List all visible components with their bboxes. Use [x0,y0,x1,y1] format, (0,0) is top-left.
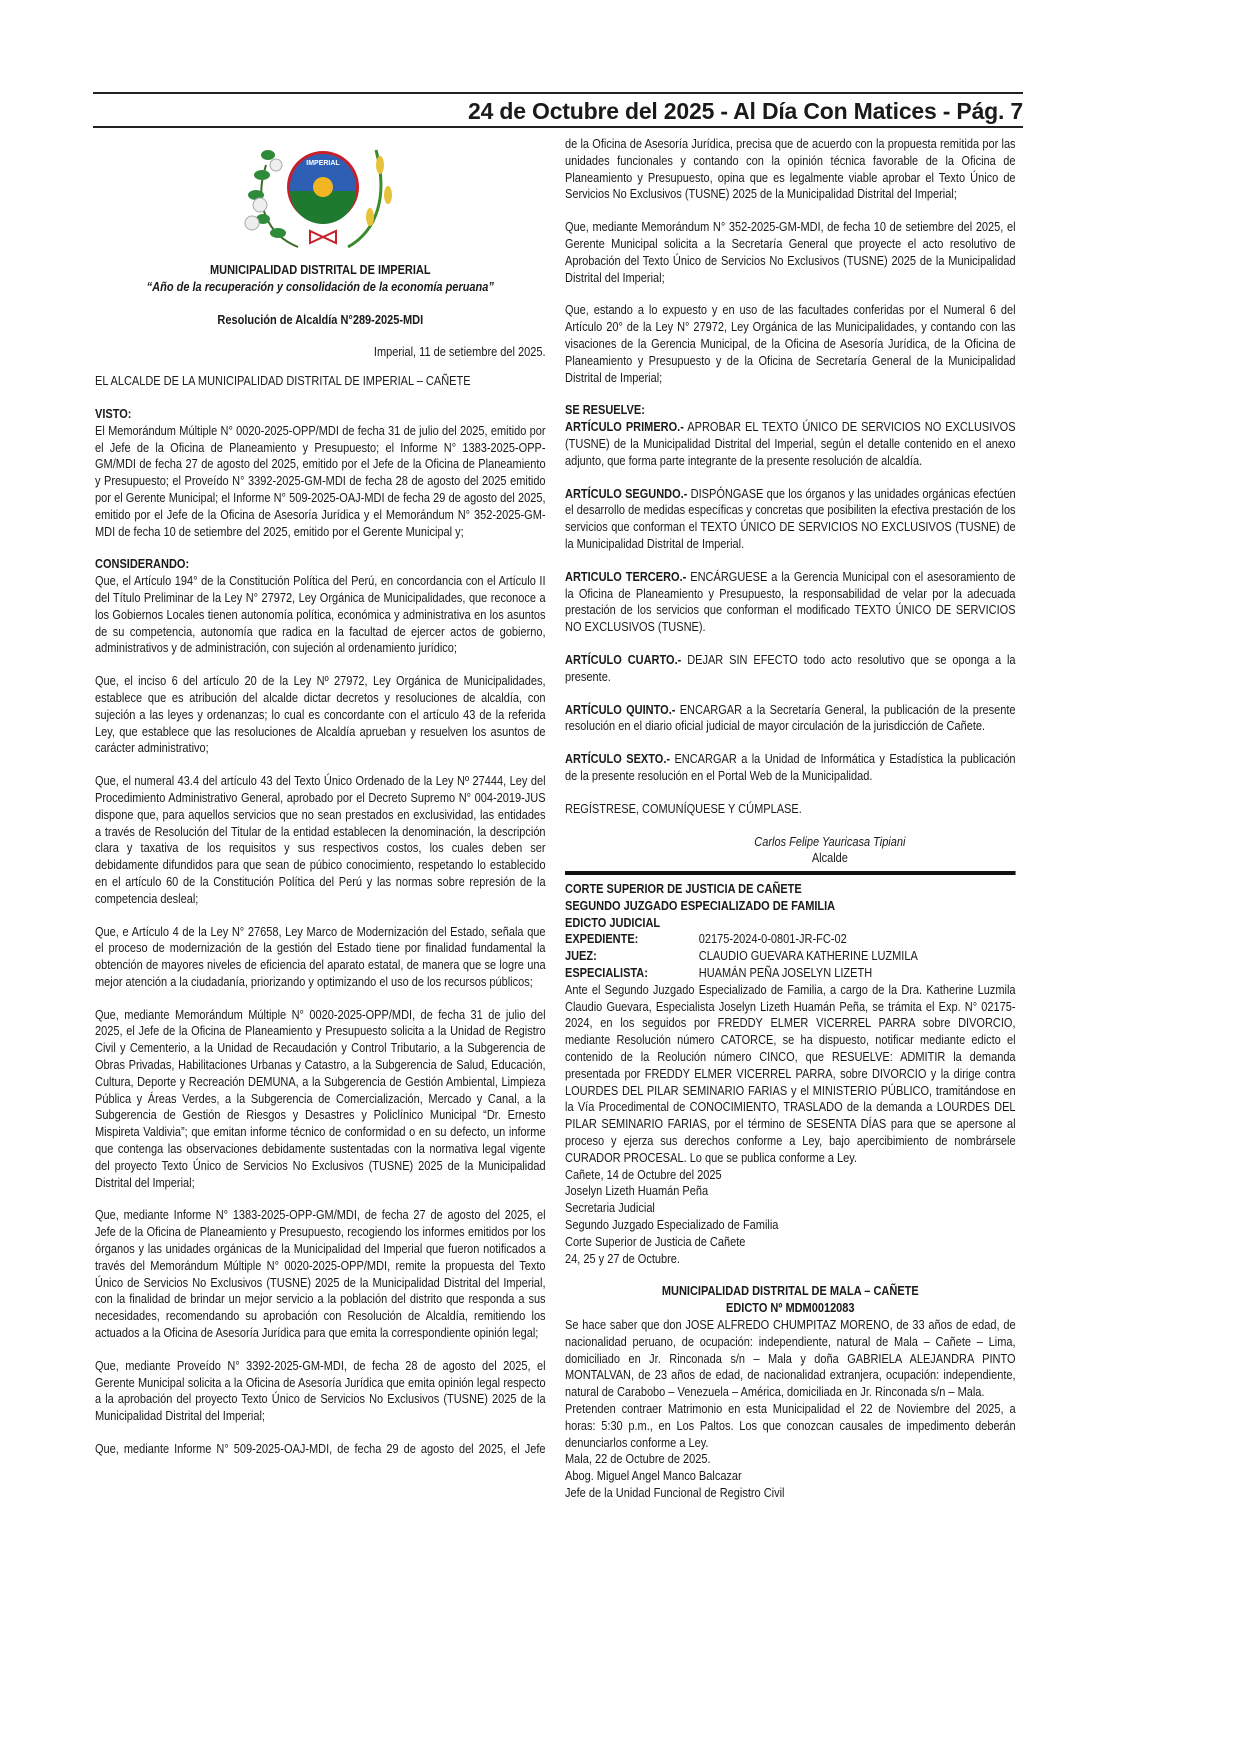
field-label: JUEZ: [565,949,597,964]
field-label: EXPEDIENTE: [565,932,639,947]
page-header-title: 24 de Octubre del 2025 - Al Día Con Matices - Pág. 7 [468,98,1023,124]
left-column [95,262,546,1474]
alcalde-line: EL ALCALDE DE LA MUNICIPALIDAD DISTRITAL DE IMPERIAL – CAÑETE [95,374,471,389]
header-bottom-rule [93,126,1023,128]
article-sexto [565,751,1016,785]
edicto-body: Pretenden contraer Matrimonio en esta Municipalidad el 22 de Noviembre del 2025, a horas: 5:30 p.m., en Los Paltos. Los que conozcan causales de impedimento deberán denunciarlos conforme a Ley. [565,1402,1016,1450]
article-quinto [565,702,1016,736]
edicto-line: Cañete, 14 de Octubre del 2025 [565,1167,722,1182]
edicto-line: Secretaria Judicial [565,1201,655,1216]
edicto-judicial [565,881,1016,1267]
article-text: DISPÓNGASE que los órganos y las unidades orgánicas efectúen el desarrollo de medidas específicas y concretas que posibiliten la efectiva prestación de los servicios que conforman el TEXTO ÚNICO DE SERVICIOS NO EXCLUSIVOS (TUSNE) de la Municipalidad Distrital de Imperial. [565,486,1016,551]
article-label: ARTICULO TERCERO.- [565,569,687,584]
considerando-paragraph: Que, mediante Informe N° 509-2025-OAJ-MDI, de fecha 29 de agosto del 2025, el Jefe [95,1442,546,1457]
municipality-logo [238,135,408,257]
edicto-heading: CORTE SUPERIOR DE JUSTICIA DE CAÑETE [565,882,802,897]
field-value: CLAUDIO GUEVARA KATHERINE LUZMILA [698,949,918,964]
visto-heading: VISTO: [95,406,132,421]
article-text: APROBAR EL TEXTO ÚNICO DE SERVICIOS NO EXCLUSIVOS (TUSNE) de la Municipalidad Distrital del Imperial, según el detalle contenido en el anexo adjunto, que forma parte integrante de la presente resolución de alcaldía. [565,420,1016,468]
article-text: ENCARGAR a la Unidad de Informática y Estadística la publicación de la presente resolución en el Portal Web de la Municipalidad. [565,752,1016,783]
signer-name: Carlos Felipe Yauricasa Tipiani [754,834,906,849]
header-top-rule [93,92,1023,94]
field-expediente [565,931,1016,948]
edicto-line: Mala, 22 de Octubre de 2025. [565,1452,711,1467]
article-tercero [565,569,1016,636]
article-label: ARTÍCULO SEGUNDO.- [565,486,688,501]
article-label: ARTÍCULO CUARTO.- [565,652,682,667]
edicto-heading: MUNICIPALIDAD DISTRITAL DE MALA – CAÑETE [661,1284,919,1299]
visto-text: El Memorándum Múltiple N° 0020-2025-OPP/MDI de fecha 31 de julio del 2025, emitido por el Jefe de la Oficina de Planeamiento y Presupuesto; el Informe N° 1383-2025-OPP-GM/MDI de fecha 27 de agosto del 2025, emitido por el Jefe de la Oficina de Planeamiento y Presupuesto; el Proveído N° 3392-2025-GM-MDI de fecha 28 de agosto del 2025 emitido por el Gerente Municipal; el Informe N° 509-2025-OAJ-MDI de fecha 29 de agosto del 2025, emitido por el Jefe de la Oficina de Asesoría Jurídica y el Memorándum N° 352-2025-GM-MDI de fecha 10 de setiembre del 2025, emitido por el Gerente Municipal y; [95,423,546,539]
article-primero [565,419,1016,469]
edicto-body: Se hace saber que don JOSE ALFREDO CHUMPITAZ MORENO, de 33 años de edad, de nacionalidad peruano, de ocupación: independiente, natural de Mala – Cañete – Lima, domiciliado en Jr. Rinconada s/n – Mala y doña GABRIELA ALEJANDRA PINTO MONTALVAN, de 23 años de edad, de nacionalidad extranjera, ocupación: independiente, natural de Carabobo – Venezuela – América, domiciliada en Jr. Rinconada s/n – Mala. [565,1318,1016,1400]
article-text: ENCARGAR a la Secretaría General, la publicación de la presente resolución en el diario oficial judicial de mayor circulación de la jurisdicción de Cañete. [565,702,1016,734]
field-value: HUAMÁN PEÑA JOSELYN LIZETH [698,966,873,981]
edicto-line: Jefe de la Unidad Funcional de Registro Civil [565,1485,785,1500]
edicto-line: Joselyn Lizeth Huamán Peña [565,1184,709,1199]
article-text: ENCÁRGUESE a la Gerencia Municipal con el asesoramiento de la Oficina de Planeamiento y Presupuesto, la responsabilidad de velar por la adecuada prestación de los servicios que conforman el modificado TEXTO ÚNICO DE SERVICIOS NO EXCLUSIVOS (TUSNE). [565,569,1016,635]
field-especialista [565,965,1016,982]
ribbon-bow-icon [310,231,336,243]
edicto-body: Ante el Segundo Juzgado Especializado de Familia, a cargo de la Dra. Katherine Luzmila Claudio Guevara, Especialista Joselyn Lizeth Huamán Peña, se trámita el Exp. N° 02175-2024, en los seguidos por FREDDY ELMER VICERREL PARRA sobre DIVORCIO, mediante Resolución número CATORCE, se ha dispuesto, notificar mediante edicto el contenido de la Reolución número CINCO, que RESUELVE: ADMITIR la demanda presentada por FREDDY ELMER VICERREL PARRA, sobre DIVORCIO y la dirige contra LOURDES DEL PILAR SEMINARIO FARIAS y el MINISTERIO PÚBLICO, tramitándose en la Vía Procedimental de CONOCIMIENTO, TRASLADO de la demanda a LOURDES DEL PILAR SEMINARIO FARIAS, por el término de SESENTA DÍAS para que se apersone al proceso y ejerza sus derechos conforme a Ley, bajo apercibimiento de nombrársele CURADOR PROCESAL. Lo que se publica conforme a Ley. [565,982,1016,1165]
considerando-paragraph: Que, mediante Memorándum N° 352-2025-GM-MDI, de fecha 10 de setiembre del 2025, el Gerente Municipal solicita a la Secretaría General que proyecte el acto resolutivo de Aprobación del Texto Único de Servicios No Exclusivos (TUSNE) 2025 de la Municipalidad Distrital del Imperial; [565,220,1016,285]
article-segundo [565,486,1016,553]
field-label: ESPECIALISTA: [565,966,648,981]
logo-text: IMPERIAL [306,160,340,167]
edicto-heading: EDICTO JUDICIAL [565,915,661,930]
article-text: DEJAR SIN EFECTO todo acto resolutivo que se oponga a la presente. [565,652,1016,684]
considerando-paragraph: Que, mediante Memorándum Múltiple N° 0020-2025-OPP/MDI, de fecha 31 de julio del 2025, el Jefe de la Oficina de Planeamiento y Presupuesto solicita a la Unidad de Registro Civil y Cementerio, a la Unidad de Recaudación y Control Tributario, a la Subgerencia de Obras Privadas, Habilitaciones Urbanas y Catastro, a la Subgerencia de Salud, Educación, Cultura, Deporte y Recreación DEMUNA, a la Subgerencia de Gestión Ambiental, Limpieza Pública y Áreas Verdes, a la Subgerencia de Comercialización, Mercado y Canal, a la Subgerencia de Gestión de Riesgos y Desastres y Policlínico Municipal “Dr. Ernesto Mispireta Valdivia”; que emitan informe técnico de conformidad o en su defecto, un informe que contenga las observaciones debidamente sustentadas con la normativa legal vigente del proyecto Texto Único de Servicios No Exclusivos (TUSNE) 2025 de la Municipalidad Distrital del Imperial; [95,1007,546,1190]
edicto-heading: SEGUNDO JUZGADO ESPECIALIZADO DE FAMILIA [565,898,836,913]
considerando-heading: CONSIDERANDO: [95,557,190,572]
edicto-line: Segundo Juzgado Especializado de Familia [565,1218,779,1233]
article-cuarto [565,652,1016,686]
se-resuelve-heading: SE RESUELVE: [565,403,645,418]
field-juez [565,948,1016,965]
edicto-line: Abog. Miguel Angel Manco Balcazar [565,1469,742,1484]
section-divider [565,871,1016,875]
resolution-date: Imperial, 11 de setiembre del 2025. [373,345,546,360]
edicto-line: 24, 25 y 27 de Octubre. [565,1251,680,1266]
considerando-paragraph: Que, e Artículo 4 de la Ley N° 27658, Ley Marco de Modernización del Estado, señala que el proceso de modernización de la gestión del Estado tiene por finalidad fundamental la obtención de mayores niveles de eficiencia del aparato estatal, de manera que se logre una mejor atención a la ciudadanía, priorizando y optimizando el uso de los recursos públicos; [95,924,546,989]
considerando-paragraph: Que, el Artículo 194° de la Constitución Política del Perú, en concordancia con el Artículo II del Título Preliminar de la Ley N° 27972, Ley Orgánica de Municipalidades, que reconoce a los Gobiernos Locales tienen autonomía política, económica y administrativa en los asuntos de su competencia, autonomía que radica en la facultad de ejercer actos de gobierno, administrativos y de administración, con sujeción al ordenamiento jurídico; [95,574,546,656]
edicto-matrimonio [565,1283,1016,1501]
closing-formula: REGÍSTRESE, COMUNÍQUESE Y CÚMPLASE. [565,801,802,816]
considerando-paragraph: Que, el numeral 43.4 del artículo 43 del Texto Único Ordenado de la Ley Nº 27444, Ley del Procedimiento Administrativo General, aprobado por el Decreto Supremo N° 004-2019-JUS dispone que, para aquellos servicios que no sean prestados en exclusividad, las entidades a través de Resolución del Titular de la entidad establecen la denominación, la descripción clara y taxativa de los requisitos y sus respectivos costos, los cuales deben ser debidamente difundidos para que sean de púbico conocimiento, respetando lo establecido en el artículo 60 de la Constitución Política del Perú y las normas sobre represión de la competencia desleal; [95,774,546,906]
field-value: 02175-2024-0-0801-JR-FC-02 [698,932,847,947]
considerando-paragraph: Que, mediante Informe N° 1383-2025-OPP-GM/MDI, de fecha 27 de agosto del 2025, el Jefe de la Oficina de Planeamiento y Presupuesto, recogiendo los informes emitidos por los órganos y las unidades orgánicas de la Municipalidad del Imperial que fueron notificados a través del Memorándum Múltiple N° 0020-2025-OPP/MDI, remite la propuesta del Texto Único de Servicios No Exclusivos (TUSNE) 2025 de la Municipalidad Distrital del Imperial, con la finalidad de brindar un mejor servicio a la población del distrito que responda a sus necesidades, recomendando su aprobación con Resolución de Alcaldía, remitiendo los actuados a la Oficina de Asesoría Jurídica para que emita la correspondiente opinión legal; [95,1208,546,1341]
resolution-title: Resolución de Alcaldía N°289-2025-MDI [217,312,424,327]
institution-name: MUNICIPALIDAD DISTRITAL DE IMPERIAL [209,263,431,277]
article-label: ARTÍCULO PRIMERO.- [565,420,684,435]
edicto-line: Corte Superior de Justicia de Cañete [565,1234,746,1249]
article-label: ARTÍCULO QUINTO.- [565,702,676,717]
considerando-paragraph: Que, estando a lo expuesto y en uso de las facultades conferidas por el Numeral 6 del Artículo 20° de la Ley N° 27972, Ley Orgánica de las Municipalidades, y contando con las visaciones de la Gerencia Municipal, de la Oficina de Asesoría Jurídica, de la Oficina de Planeamiento y Presupuesto y de la Oficina de Secretaría General de la Municipalidad Distrital de Imperial; [565,303,1016,385]
edicto-heading: EDICTO Nº MDM0012083 [726,1301,855,1316]
article-label: ARTÍCULO SEXTO.- [565,752,671,767]
considerando-paragraph: Que, el inciso 6 del artículo 20 de la Ley Nº 27972, Ley Orgánica de Municipalidades, establece que es atribución del alcalde dictar decretos y resoluciones de alcaldía, con sujeción a las leyes y ordenanzas; lo cual es concordante con el artículo 43 de la referida Ley, que establece que las resoluciones de Alcaldía aprueban y resuelven los asuntos de carácter administrativo; [95,674,546,756]
considerando-continuation: de la Oficina de Asesoría Jurídica, precisa que de acuerdo con la propuesta remitida por las unidades funcionales y contando con la opinión técnica favorable de la Oficina de Planeamiento y Presupuesto, opina que es legalmente viable aprobar el Texto Único de Servicios No Exclusivos (TUSNE) 2025 de la Municipalidad Distrital del Imperial; [565,137,1016,202]
signer-role: Alcalde [811,851,848,866]
considerando-paragraph: Que, mediante Proveído N° 3392-2025-GM-MDI, de fecha 28 de agosto del 2025, el Gerente Municipal solicita a la Oficina de Asesoría Jurídica que emita opinión legal respecto a la aprobación del proyecto Texto Único de Servicios No Exclusivos (TUSNE) 2025 de la Municipalidad Distrital del Imperial; [95,1358,546,1424]
right-column [565,136,1016,1502]
year-motto: “Año de la recuperación y consolidación de la economía peruana” [146,279,494,294]
